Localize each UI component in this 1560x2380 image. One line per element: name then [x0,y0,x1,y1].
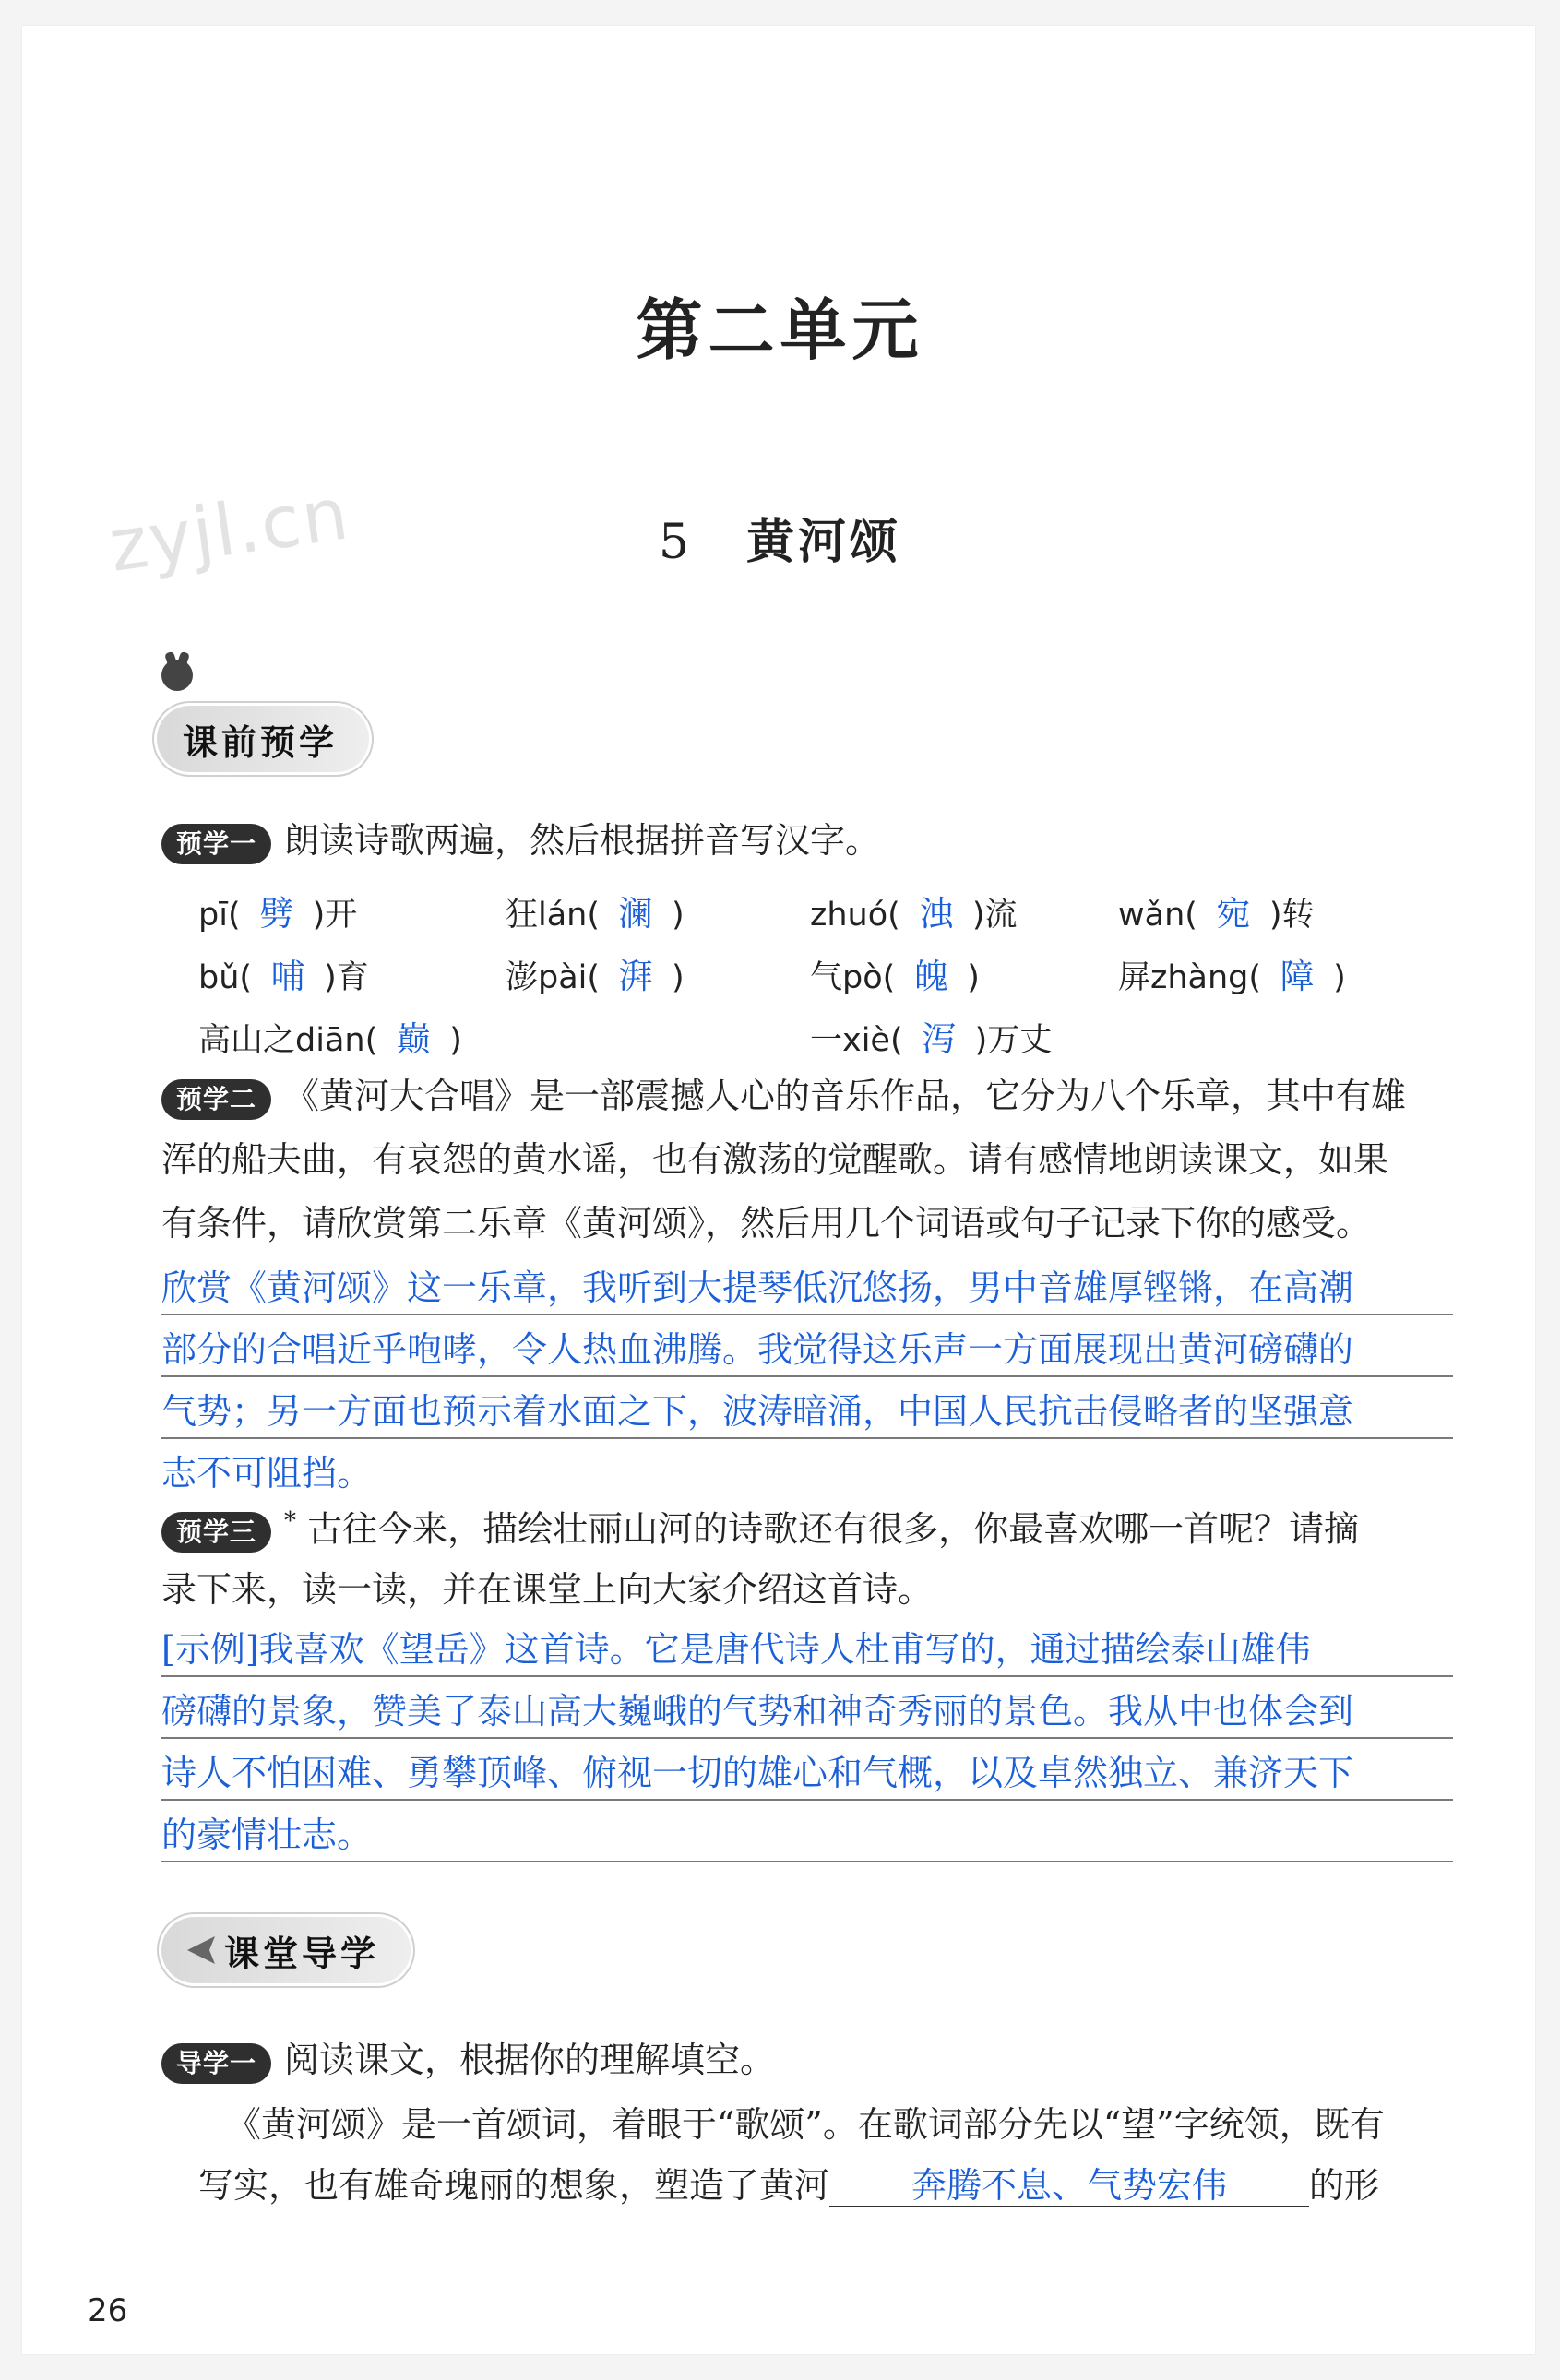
answer-line: 诗人不怕困难、勇攀顶峰、俯视一切的雄心和气概，以及卓然独立、兼济天下 [161,1744,1453,1801]
lesson-title [0,503,1560,572]
answer-line: 志不可阻挡。 [161,1453,373,1493]
answer-line: 的豪情壮志。 [161,1806,1453,1862]
pinyin-item: pī( 劈 )开 [198,886,357,935]
answer-line: 欣赏《黄河颂》这一乐章，我听到大提琴低沉悠扬，男中音雄厚铿锵，在高潮 [161,1259,1453,1315]
answer-text: 澜 [618,894,653,934]
answer-text: 哺 [270,957,305,996]
badge-preclass-3: 预学三 [161,1512,271,1553]
lesson-name: 黄河颂 [746,514,902,570]
exercise-fill-line [198,2164,1379,2208]
answer-line: 部分的合唱近乎咆哮，令人热血沸腾。我觉得这乐声一方面展现出黄河磅礴的 [161,1321,1453,1377]
page-sheet [22,26,1535,2354]
exercise-prompt: 阅读课文，根据你的理解填空。 [284,2040,776,2080]
exercise-text-line: 有条件，请欣赏第二乐章《黄河颂》，然后用几个词语或句子记录下你的感受。 [161,1203,1372,1244]
answer-text: 浊 [919,894,954,934]
answer-text: 障 [1280,957,1315,996]
pinyin-item: zhuó( 浊 )流 [810,886,1017,935]
pinyin-item: 澎pài( 湃 ) [506,948,685,998]
exercise-preclass-2 [161,1075,1406,1120]
pinyin-item: 高山之diān( 巅 ) [198,1011,462,1061]
answer-text: 魄 [913,957,948,996]
fill-pre-text: 写实，也有雄奇瑰丽的想象，塑造了黄河 [198,2165,830,2206]
answer-text: 宛 [1216,894,1251,934]
exercise-preclass-3 [161,1506,1359,1553]
exercise-text-line: 浑的船夫曲，有哀怨的黄水谣，也有激荡的觉醒歌。请有感情地朗读课文，如果 [161,1139,1389,1180]
exercise-text-line: 古往今来，描绘壮丽山河的诗歌还有很多，你最喜欢哪一首呢？请摘 [307,1508,1360,1550]
pinyin-item: 屏zhàng( 障 ) [1118,948,1346,998]
page-number: 26 [88,2292,128,2329]
fill-blank-answer: 奔腾不息、气势宏伟 [829,2167,1309,2207]
answer-line: 磅礴的景象，赞美了泰山高大巍峨的气势和神奇秀丽的景色。我从中也体会到 [161,1683,1453,1739]
pinyin-item: bǔ( 哺 )育 [198,948,369,998]
optional-star: * [284,1507,297,1535]
section-title-preclass: 课前预学 [183,721,339,763]
answer-text: 湃 [618,957,653,996]
lesson-number: 5 [658,515,694,570]
exercise-text-line: 《黄河颂》是一首颂词，着眼于“歌颂”。在歌词部分先以“望”字统领，既有 [226,2104,1385,2145]
pinyin-item: wǎn( 宛 )转 [1118,886,1315,935]
watermark-logo: zyjl.cn [104,472,355,589]
section-title-inclass: 课堂导学 [224,1933,380,1974]
pinyin-item: 狂lán( 澜 ) [506,886,685,935]
pinyin-item: 一xiè( 泻 )万丈 [810,1011,1052,1061]
badge-preclass-1: 预学一 [161,824,271,864]
answer-text: 泻 [922,1019,957,1059]
answer-line: [示例]我喜欢《望岳》这首诗。它是唐代诗人杜甫写的，通过描绘泰山雄伟 [161,1621,1453,1677]
answer-line: 气势；另一方面也预示着水面之下，波涛暗涌，中国人民抗击侵略者的坚强意 [161,1383,1453,1439]
section-banner-inclass [161,1917,411,1983]
badge-inclass-1: 导学一 [161,2043,271,2084]
unit-title: 第二单元 [636,291,924,369]
hedgehog-icon [187,1936,215,1964]
answer-text: 巅 [396,1019,431,1059]
creature-icon [161,660,193,691]
exercise-text-line: 《黄河大合唱》是一部震撼人心的音乐作品，它分为八个乐章，其中有雄 [284,1076,1407,1116]
exercise-inclass-1 [161,2039,775,2084]
section-banner-preclass [157,706,369,772]
exercise-text-line: 录下来，读一读，并在课堂上向大家介绍这首诗。 [161,1569,934,1610]
fill-post-text: 的形 [1309,2165,1380,2206]
exercise-preclass-1 [161,819,880,864]
answer-text: 劈 [259,894,294,934]
pinyin-item: 气pò( 魄 ) [810,948,980,998]
exercise-prompt: 朗读诗歌两遍，然后根据拼音写汉字。 [284,820,881,861]
badge-preclass-2: 预学二 [161,1079,271,1120]
